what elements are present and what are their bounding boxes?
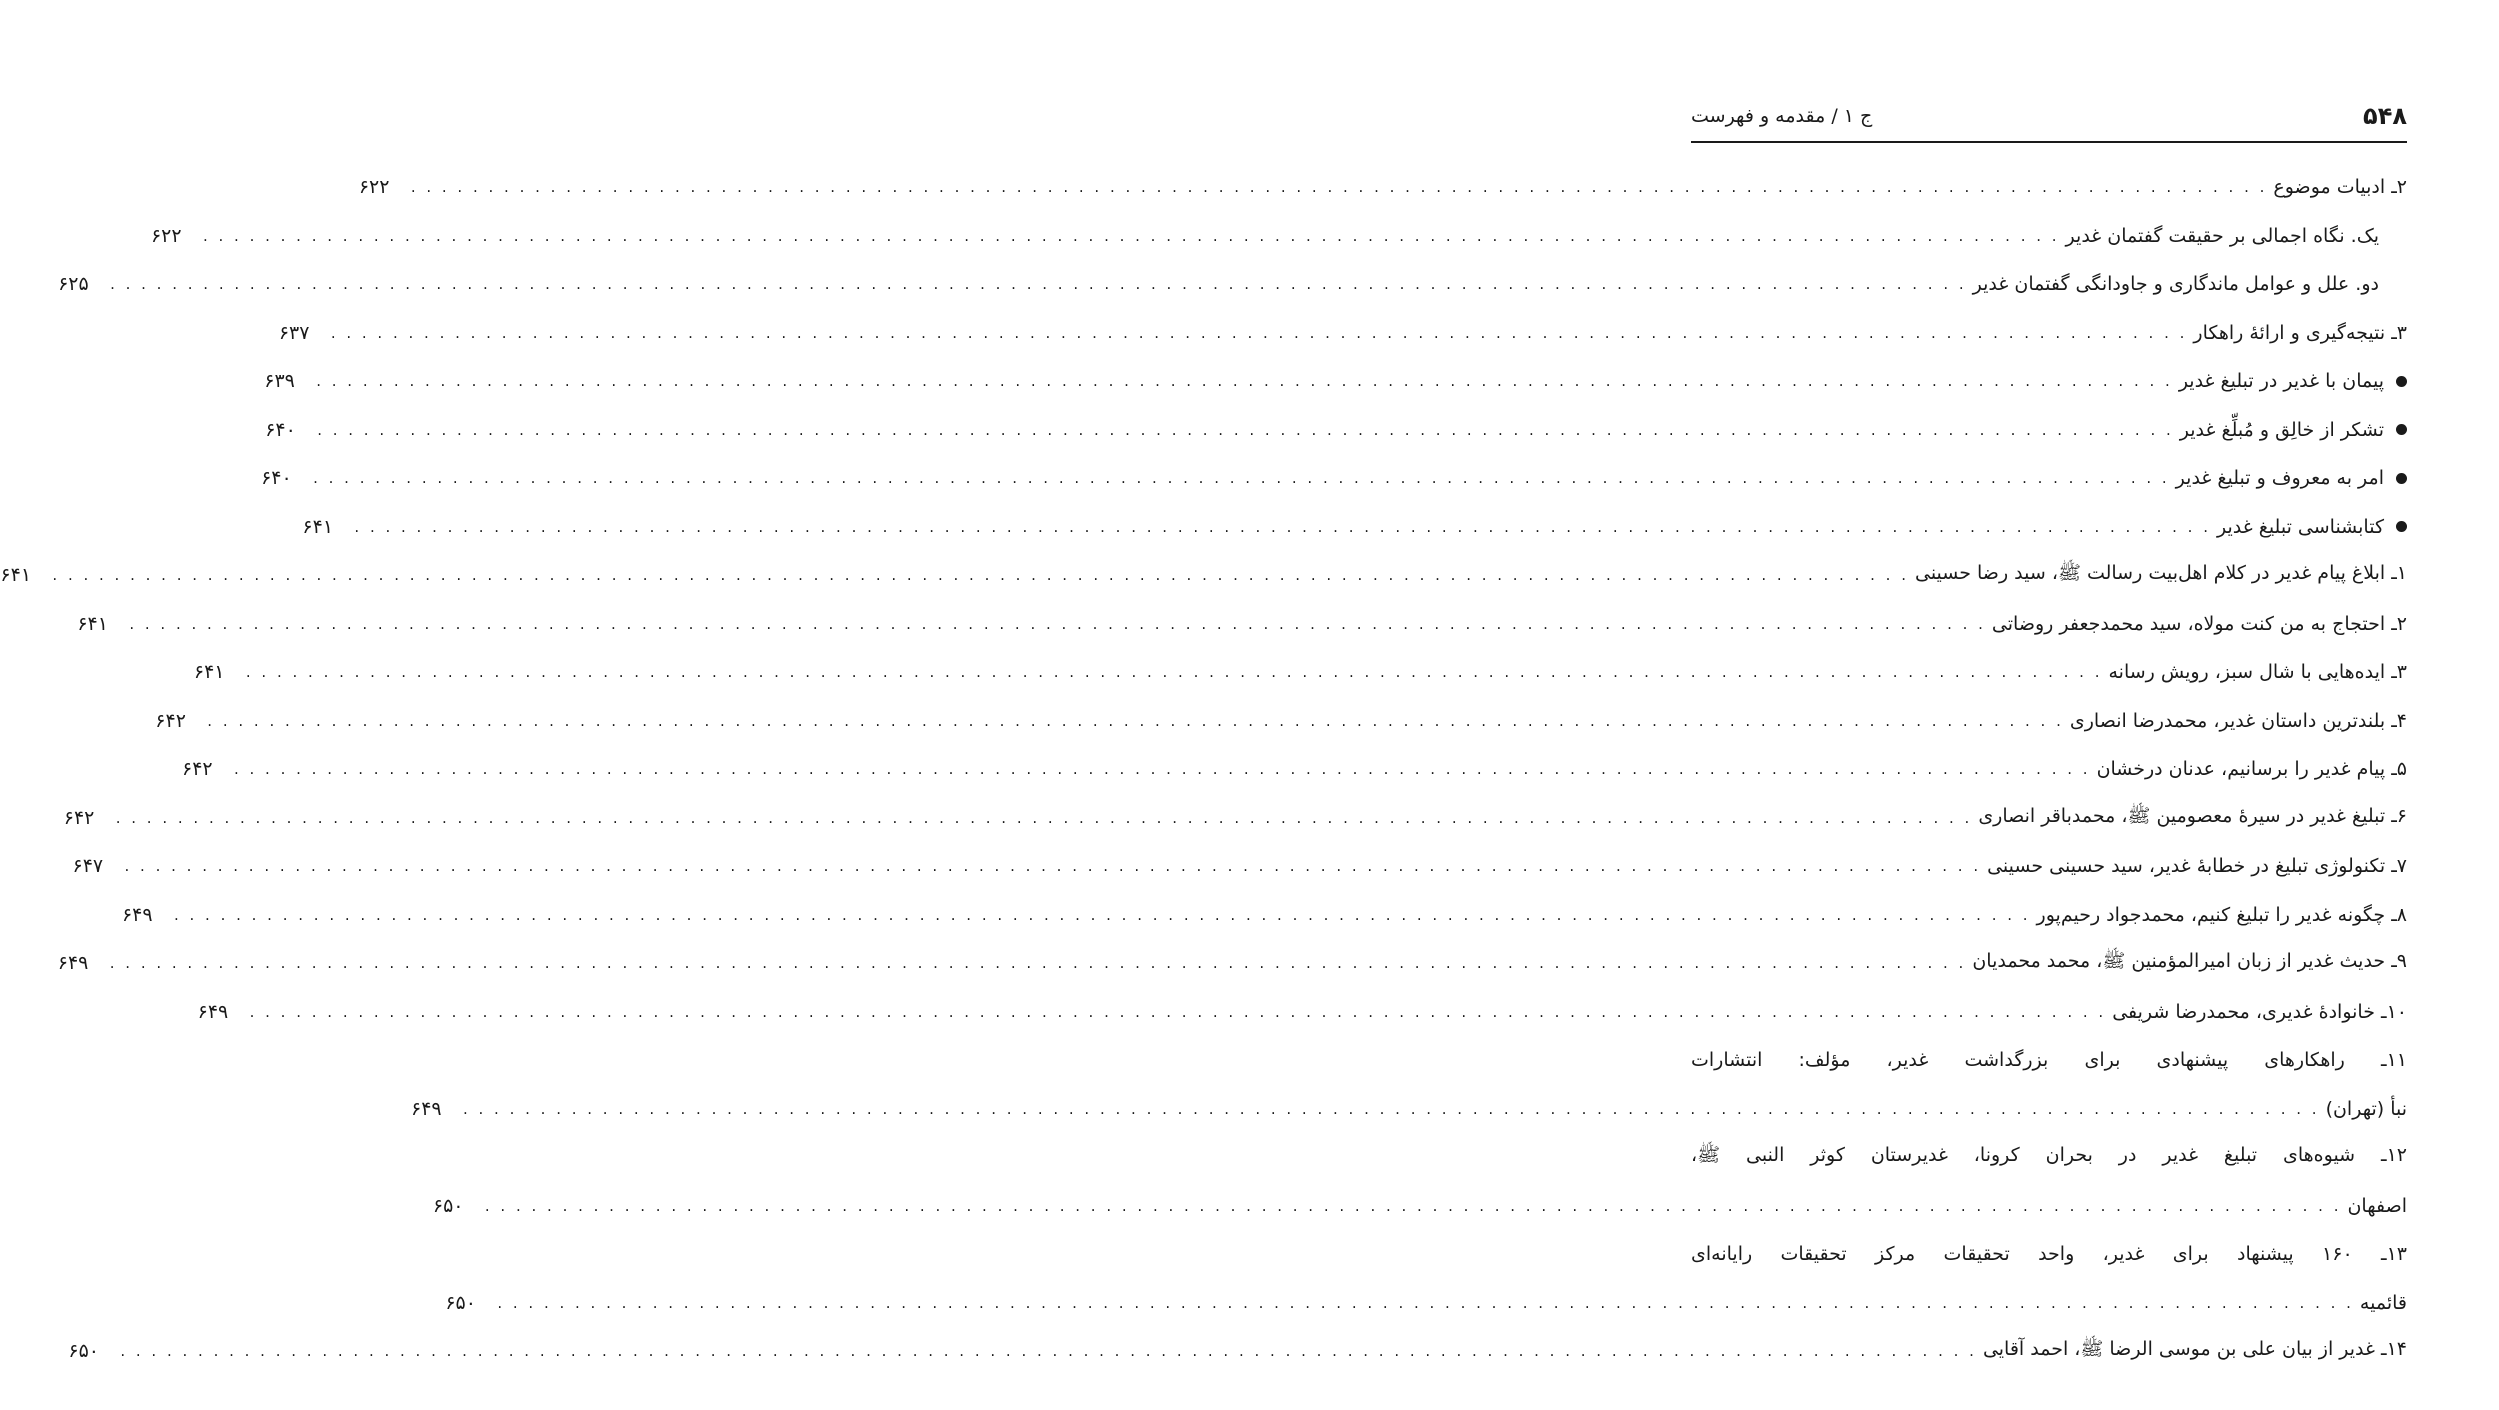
dot-leader: . . . . . . . . . . . . . . . . . . . . . . . . . . . . . . . . . . . . . . . . . . . . . . . . . . . . . . . . . . . . . . . . . . . . . . . . . . . . . . . . . . . . . . . . . . . . . . . . . . . . . . . . . . . . . . . . . . . . . . . . <box>249 1002 2107 1021</box>
toc-entry <box>197 988 2407 1037</box>
toc-entry-page-number: ۶۴۰ <box>261 467 292 490</box>
table-of-contents <box>0 163 2407 1376</box>
toc-entry-title: ۲ـ ادبیات موضوع <box>2273 176 2407 199</box>
dot-leader: . . . . . . . . . . . . . . . . . . . . . . . . . . . . . . . . . . . . . . . . . . . . . . . . . . . . . . . . . . . . . . . . . . . . . . . . . . . . . . . . . . . . . . . . . . . . . . . . . . . . . . . . . . . . . . . . . . . . . . . . <box>233 760 2091 779</box>
toc-entry-page-number: ۶۳۹ <box>264 370 295 393</box>
toc-entry-title: امر به معروف و تبلیغ غدیر <box>2175 467 2384 490</box>
toc-entry-page-number: ۶۲۲ <box>150 224 182 247</box>
toc-entry-title: قائمیه <box>2359 1291 2407 1314</box>
toc-entry <box>181 745 2407 794</box>
dot-leader: . . . . . . . . . . . . . . . . . . . . . . . . . . . . . . . . . . . . . . . . . . . . . . . . . . . . . . . . . . . . . . . . . . . . . . . . . . . . . . . . . . . . . . . . . . . . . . . . . . . . . . . . . . . . . . . . . . . . . . . . <box>207 711 2064 730</box>
toc-entry-title: ۱۴ـ غدیر از بیان علی بن موسی الرضا ﷺ، احمد آقایی <box>1982 1338 2407 1361</box>
toc-entry <box>410 1085 2407 1134</box>
toc-entry <box>193 648 2407 697</box>
dot-leader: . . . . . . . . . . . . . . . . . . . . . . . . . . . . . . . . . . . . . . . . . . . . . . . . . . . . . . . . . . . . . . . . . . . . . . . . . . . . . . . . . . . . . . . . . . . . . . . . . . . . . . . . . . . . . . . . . . . . . . . . <box>354 517 2211 536</box>
toc-entry-title: ۱۲ـ شیوه‌های تبلیغ غدیر در بحران کرونا، غدیرستان کوثر النبی ﷺ، <box>1691 1144 2407 1167</box>
toc-entry-page-number: ۶۲۲ <box>358 176 390 199</box>
dot-leader: . . . . . . . . . . . . . . . . . . . . . . . . . . . . . . . . . . . . . . . . . . . . . . . . . . . . . . . . . . . . . . . . . . . . . . . . . . . . . . . . . . . . . . . . . . . . . . . . . . . . . . . . . . . . . . . . . . . . . . . . <box>202 226 2060 245</box>
toc-entry-page-number: ۶۴۲ <box>155 709 186 732</box>
toc-entry-title: ۱ـ ابلاغ پیام غدیر در کلام اهل‌بیت رسالت ﷺ، سید رضا حسینی <box>1914 562 2407 585</box>
dot-leader: . . . . . . . . . . . . . . . . . . . . . . . . . . . . . . . . . . . . . . . . . . . . . . . . . . . . . . . . . . . . . . . . . . . . . . . . . . . . . . . . . . . . . . . . . . . . . . . . . . . . . . . . . . . . . . . . . . . . . . . . <box>120 1342 1977 1361</box>
toc-entry-page-number: ۶۲۵ <box>58 273 89 296</box>
dot-leader: . . . . . . . . . . . . . . . . . . . . . . . . . . . . . . . . . . . . . . . . . . . . . . . . . . . . . . . . . . . . . . . . . . . . . . . . . . . . . . . . . . . . . . . . . . . . . . . . . . . . . . . . . . . . . . . . . . . . . . . . <box>317 420 2174 439</box>
toc-entry <box>72 842 2407 891</box>
bullet-icon <box>2396 376 2407 387</box>
toc-entry-title: ۳ـ ایده‌هایی با شال سبز، رویش رسانه <box>2108 661 2407 684</box>
toc-entry-title: ۲ـ احتجاج به من کنت مولاه، سید محمدجعفر روضاتی <box>1991 612 2407 635</box>
dot-leader: . . . . . . . . . . . . . . . . . . . . . . . . . . . . . . . . . . . . . . . . . . . . . . . . . . . . . . . . . . . . . . . . . . . . . . . . . . . . . . . . . . . . . . . . . . . . . . . . . . . . . . . . . . . . . . . . . . . . . . . . <box>115 808 1973 827</box>
toc-entry-page-number: ۶۴۱ <box>193 661 225 684</box>
toc-entry-page-number: ۶۴۹ <box>121 903 153 926</box>
toc-entry-page-number: ۶۴۲ <box>181 758 213 781</box>
toc-entry <box>155 697 2407 746</box>
toc-entry-title: ۱۱ـ راهکارهای پیشنهادی برای بزرگداشت غدیر، مؤلف: انتشارات <box>1691 1049 2407 1072</box>
toc-entry <box>1691 1036 2407 1085</box>
toc-entry-title: ۷ـ تکنولوژی تبلیغ در خطابۀ غدیر، سید حسینی حسینی <box>1987 855 2407 878</box>
dot-leader: . . . . . . . . . . . . . . . . . . . . . . . . . . . . . . . . . . . . . . . . . . . . . . . . . . . . . . . . . . . . . . . . . . . . . . . . . . . . . . . . . . . . . . . . . . . . . . . . . . . . . . . . . . . . . . . . . . . . . . . . <box>245 663 2103 682</box>
toc-entry-title: کتابشناسی تبلیغ غدیر <box>2216 515 2384 538</box>
bullet-icon <box>2396 521 2407 532</box>
toc-entry <box>432 1182 2407 1231</box>
toc-entry <box>278 309 2407 358</box>
running-head: ج ۱ / مقدمه و فهرست <box>1691 105 1873 127</box>
toc-entry <box>121 891 2407 940</box>
toc-entry-title: ۳ـ نتیجه‌گیری و ارائۀ راهکار <box>2193 321 2407 344</box>
dot-leader: . . . . . . . . . . . . . . . . . . . . . . . . . . . . . . . . . . . . . . . . . . . . . . . . . . . . . . . . . . . . . . . . . . . . . . . . . . . . . . . . . . . . . . . . . . . . . . . . . . . . . . . . . . . . . . . . . . . . . . . . <box>173 905 2031 924</box>
toc-entry-title: ۱۰ـ خانوادۀ غدیری، محمدرضا شریفی <box>2112 1000 2407 1023</box>
dot-leader: . . . . . . . . . . . . . . . . . . . . . . . . . . . . . . . . . . . . . . . . . . . . . . . . . . . . . . . . . . . . . . . . . . . . . . . . . . . . . . . . . . . . . . . . . . . . . . . . . . . . . . . . . . . . . . . . . . . . . . . . <box>313 469 2170 488</box>
toc-entry <box>150 212 2407 261</box>
dot-leader: . . . . . . . . . . . . . . . . . . . . . . . . . . . . . . . . . . . . . . . . . . . . . . . . . . . . . . . . . . . . . . . . . . . . . . . . . . . . . . . . . . . . . . . . . . . . . . . . . . . . . . . . . . . . . . . . . . . . . . . . <box>484 1196 2342 1215</box>
toc-entry <box>63 794 2407 843</box>
dot-leader: . . . . . . . . . . . . . . . . . . . . . . . . . . . . . . . . . . . . . . . . . . . . . . . . . . . . . . . . . . . . . . . . . . . . . . . . . . . . . . . . . . . . . . . . . . . . . . . . . . . . . . . . . . . . . . . . . . . . . . . . <box>110 275 1967 294</box>
toc-entry-title: ۹ـ حدیث غدیر از زبان امیرالمؤمنین ﷺ، محمد محمدیان <box>1972 950 2407 973</box>
toc-entry-title: ۶ـ تبلیغ غدیر در سیرۀ معصومین ﷺ، محمدباقر انصاری <box>1978 804 2407 827</box>
dot-leader: . . . . . . . . . . . . . . . . . . . . . . . . . . . . . . . . . . . . . . . . . . . . . . . . . . . . . . . . . . . . . . . . . . . . . . . . . . . . . . . . . . . . . . . . . . . . . . . . . . . . . . . . . . . . . . . . . . . . . . . . <box>330 323 2188 342</box>
toc-entry <box>358 163 2407 212</box>
toc-entry-page-number: ۶۴۱ <box>77 612 108 635</box>
toc-entry-title: ۵ـ پیام غدیر را برسانیم، عدنان درخشان <box>2096 758 2407 781</box>
toc-entry <box>445 1279 2407 1328</box>
toc-entry-page-number: ۶۴۰ <box>265 418 296 441</box>
toc-entry-page-number: ۶۵۰ <box>445 1291 476 1314</box>
dot-leader: . . . . . . . . . . . . . . . . . . . . . . . . . . . . . . . . . . . . . . . . . . . . . . . . . . . . . . . . . . . . . . . . . . . . . . . . . . . . . . . . . . . . . . . . . . . . . . . . . . . . . . . . . . . . . . . . . . . . . . . . <box>124 857 1982 876</box>
toc-entry <box>57 939 2407 988</box>
bullet-icon <box>2396 473 2407 484</box>
toc-entry-page-number: ۶۵۰ <box>68 1340 99 1363</box>
toc-entry <box>302 503 2407 552</box>
toc-entry-page-number: ۶۴۹ <box>197 1000 229 1023</box>
toc-entry <box>265 406 2407 455</box>
toc-entry-page-number: ۶۴۱ <box>0 564 32 587</box>
page-header <box>1691 96 2407 136</box>
toc-entry-page-number: ۶۴۱ <box>302 515 334 538</box>
dot-leader: . . . . . . . . . . . . . . . . . . . . . . . . . . . . . . . . . . . . . . . . . . . . . . . . . . . . . . . . . . . . . . . . . . . . . . . . . . . . . . . . . . . . . . . . . . . . . . . . . . . . . . . . . . . . . . . . . . . . . . . . <box>52 566 1909 585</box>
header-rule <box>1691 141 2407 143</box>
dot-leader: . . . . . . . . . . . . . . . . . . . . . . . . . . . . . . . . . . . . . . . . . . . . . . . . . . . . . . . . . . . . . . . . . . . . . . . . . . . . . . . . . . . . . . . . . . . . . . . . . . . . . . . . . . . . . . . . . . . . . . . . <box>316 372 2173 391</box>
toc-entry <box>77 600 2407 649</box>
toc-entry <box>1691 1230 2407 1279</box>
page-number: ۵۴۸ <box>2363 102 2407 130</box>
toc-entry-page-number: ۶۴۲ <box>63 806 95 829</box>
toc-entry-page-number: ۶۴۹ <box>410 1097 442 1120</box>
dot-leader: . . . . . . . . . . . . . . . . . . . . . . . . . . . . . . . . . . . . . . . . . . . . . . . . . . . . . . . . . . . . . . . . . . . . . . . . . . . . . . . . . . . . . . . . . . . . . . . . . . . . . . . . . . . . . . . . . . . . . . . . <box>462 1099 2320 1118</box>
toc-entry <box>1691 1133 2407 1182</box>
toc-entry <box>0 551 2407 600</box>
toc-entry-title: ۱۳ـ ۱۶۰ پیشنهاد برای غدیر، واحد تحقیقات مرکز تحقیقات رایانه‌ای <box>1691 1243 2407 1266</box>
toc-entry <box>264 357 2407 406</box>
dot-leader: . . . . . . . . . . . . . . . . . . . . . . . . . . . . . . . . . . . . . . . . . . . . . . . . . . . . . . . . . . . . . . . . . . . . . . . . . . . . . . . . . . . . . . . . . . . . . . . . . . . . . . . . . . . . . . . . . . . . . . . . <box>410 178 2268 197</box>
toc-entry-title: یک. نگاه اجمالی بر حقیقت گفتمان غدیر <box>2065 224 2379 247</box>
toc-entry-title: پیمان با غدیر در تبلیغ غدیر <box>2178 370 2384 393</box>
toc-entry-page-number: ۶۴۷ <box>72 855 104 878</box>
toc-entry-title: تشکر از خالِق و مُبلِّغ غدیر <box>2179 418 2384 441</box>
toc-entry-title: دو. علل و عوامل ماندگاری و جاودانگی گفتمان غدیر <box>1972 273 2379 296</box>
toc-entry-page-number: ۶۴۹ <box>57 952 89 975</box>
toc-entry-title: ۸ـ چگونه غدیر را تبلیغ کنیم، محمدجواد رحیم‌پور <box>2036 903 2407 926</box>
toc-entry <box>68 1327 2407 1376</box>
toc-entry-title: ۴ـ بلندترین داستان غدیر، محمدرضا انصاری <box>2069 709 2407 732</box>
toc-entry-page-number: ۶۳۷ <box>278 321 310 344</box>
dot-leader: . . . . . . . . . . . . . . . . . . . . . . . . . . . . . . . . . . . . . . . . . . . . . . . . . . . . . . . . . . . . . . . . . . . . . . . . . . . . . . . . . . . . . . . . . . . . . . . . . . . . . . . . . . . . . . . . . . . . . . . . <box>129 614 1986 633</box>
toc-entry-title: نبأ (تهران) <box>2325 1097 2407 1120</box>
toc-entry <box>261 454 2407 503</box>
toc-entry <box>58 260 2407 309</box>
toc-entry-page-number: ۶۵۰ <box>432 1194 464 1217</box>
dot-leader: . . . . . . . . . . . . . . . . . . . . . . . . . . . . . . . . . . . . . . . . . . . . . . . . . . . . . . . . . . . . . . . . . . . . . . . . . . . . . . . . . . . . . . . . . . . . . . . . . . . . . . . . . . . . . . . . . . . . . . . . <box>109 954 1967 973</box>
bullet-icon <box>2396 424 2407 435</box>
dot-leader: . . . . . . . . . . . . . . . . . . . . . . . . . . . . . . . . . . . . . . . . . . . . . . . . . . . . . . . . . . . . . . . . . . . . . . . . . . . . . . . . . . . . . . . . . . . . . . . . . . . . . . . . . . . . . . . . . . . . . . . . <box>497 1293 2354 1312</box>
toc-entry-title: اصفهان <box>2347 1194 2407 1217</box>
